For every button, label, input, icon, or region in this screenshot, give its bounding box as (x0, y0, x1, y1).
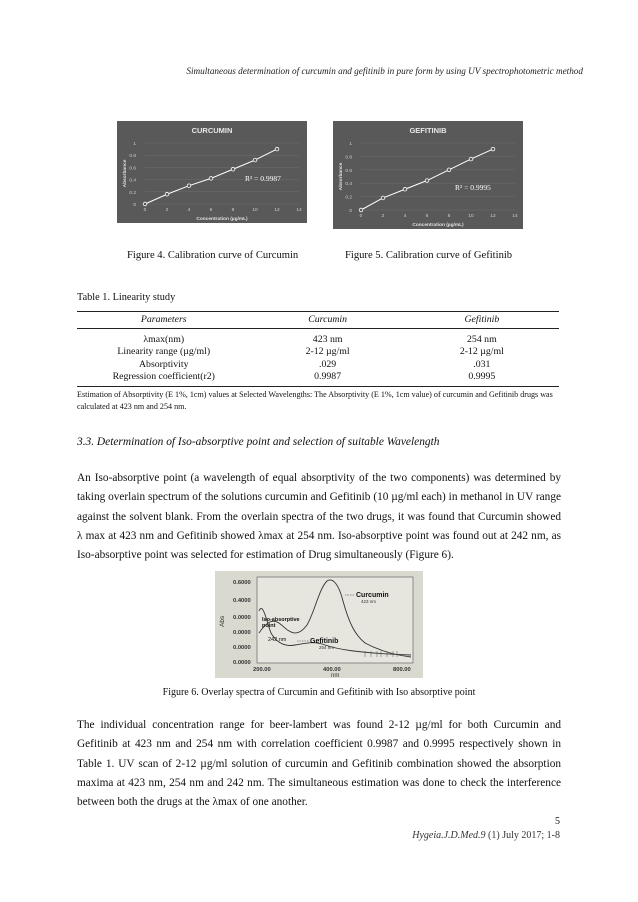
table-header-cell: Parameters (77, 312, 251, 329)
spectrum-x-tick: 800.00 (393, 667, 411, 673)
chart-y-tick: 0.8 (129, 154, 136, 160)
chart-x-tick: 0 (143, 208, 147, 213)
curcumin-label: Curcumin (356, 592, 389, 599)
table-cell: 423 nm (312, 334, 343, 345)
chart-title: CURCUMIN (191, 126, 233, 135)
table-row (77, 345, 559, 357)
chart-y-tick: 0.6 (345, 168, 352, 174)
section-heading: 3.3. Determination of Iso-absorptive point and selection of suitable Wavelength (77, 436, 440, 448)
body-paragraph: An Iso-absorptive point (a wavelength of equal absorptivity of the two components) was determined by taking overlain spectrum of the solutions curcumin and Gefitinib (10 µg/ml each) in methanol in UV range against the solvent blank. From the overlain spectra of the two drugs, it was found that Curcumin showed λ max at 423 nm and Gefitinib showed λmax at 254 nm. Iso-absorptive point was found out at 242 nm, as Iso-absorptive point was selected for estimation of Drug simultaneously (Figure 6). (77, 472, 561, 562)
chart-r-squared: R² = 0.9995 (455, 183, 491, 192)
chart-y-tick: 0.8 (345, 155, 352, 161)
chart-x-label: Concentration (µg/mL) (196, 217, 248, 222)
table-cell: 0.9995 (405, 370, 559, 386)
chart-r-squared: R² = 0.9987 (245, 174, 281, 183)
chart-data-point (359, 208, 363, 212)
linearity-table (77, 311, 559, 387)
spectrum-x-label: nm (331, 673, 340, 678)
gefitinib-nm-label: 254 nm (319, 645, 335, 650)
table-cell: 2-12 µg/ml (305, 346, 350, 358)
chart-data-point (209, 177, 213, 181)
table-cell: 254 nm (467, 334, 497, 345)
chart-x-tick: 10 (252, 208, 258, 213)
chart-data-point (165, 192, 169, 196)
chart-data-point (381, 196, 385, 200)
spectrum-y-tick: 0.0000 (233, 645, 251, 651)
chart-x-tick: 6 (209, 208, 213, 213)
chart-y-tick: 0 (133, 203, 136, 208)
chart-y-tick: 0.4 (129, 178, 136, 184)
figure-5-caption: Figure 5. Calibration curve of Gefitinib (345, 250, 513, 261)
figure-6-caption: Figure 6. Overlay spectra of Curcumin and Gefitinib with Iso absorptive point (162, 687, 476, 698)
chart-data-point (491, 147, 495, 151)
table-cell: .029 (319, 358, 337, 370)
overlay-spectra-svg (215, 571, 423, 678)
overlay-spectra-figure (215, 571, 423, 678)
footer-issue: (1) July 2017; 1-8 (488, 830, 560, 841)
chart-x-tick: 12 (274, 208, 280, 213)
table-note: Estimation of Absorptivity (E 1%, 1cm) values at Selected Wavelengths: The Absorptivity (E 1%, 1cm value) of curcumin and Gefitinib drugs was calculated at 423 nm and 254 nm. (77, 390, 553, 411)
table-cell: Absorptivity (138, 358, 189, 370)
chart-x-tick: 0 (359, 214, 363, 219)
curcumin-nm-label: 423 nm (361, 599, 377, 604)
table-cell: 2-12 µg/ml (459, 346, 504, 358)
chart-y-tick: 0 (349, 209, 352, 214)
chart-x-tick: 4 (187, 208, 191, 213)
table-row (77, 370, 559, 386)
chart-data-point (187, 184, 191, 188)
running-header: Simultaneous determination of curcumin and gefitinib in pure form by using UV spectrophotometric method (186, 66, 583, 76)
table-cell: .031 (473, 358, 491, 370)
chart-x-tick: 14 (296, 208, 302, 213)
table-header-cell: Curcumin (251, 312, 405, 329)
table-cell: λmax(nm) (143, 334, 185, 345)
spectrum-y-tick: 0.4000 (233, 598, 251, 604)
table-title: Table 1. Linearity study (77, 292, 176, 303)
chart-data-point (403, 187, 407, 191)
spectrum-y-label: Abs (219, 615, 226, 627)
iso-label: Iso-absorptive (262, 617, 300, 623)
chart-x-tick: 8 (231, 208, 235, 213)
table-header-cell: Gefitinib (405, 312, 559, 329)
chart-x-tick: 2 (381, 214, 385, 219)
curcumin-chart (117, 121, 307, 223)
chart-x-tick: 4 (403, 214, 407, 219)
chart-data-point (469, 157, 473, 161)
chart-data-point (425, 179, 429, 183)
chart-data-point (447, 168, 451, 172)
chart-data-point (253, 158, 257, 162)
chart-y-tick: 0.2 (345, 195, 352, 201)
chart-y-tick: 0.6 (129, 166, 136, 172)
page-number: 5 (555, 816, 560, 827)
chart-x-tick: 8 (447, 214, 451, 219)
chart-y-label: Absorbance (339, 162, 344, 191)
chart-data-point (143, 202, 147, 206)
chart-x-tick: 6 (425, 214, 429, 219)
gefitinib-chart (333, 121, 523, 229)
spectrum-y-tick: 0.0000 (233, 615, 251, 621)
chart-y-tick: 1 (349, 142, 352, 147)
footer-journal: Hygeia.J.D.Med.9 (412, 830, 486, 841)
chart-y-label: Absorbance (123, 159, 128, 188)
table-cell: Linearity range (µg/ml) (117, 346, 211, 358)
iso-label-line2: point (262, 623, 276, 629)
iso-nm-label: 242 nm (268, 637, 287, 643)
body-paragraph: The individual concentration range for beer-lambert was found 2-12 µg/ml for both Curcumin and Gefitinib at 423 nm and 254 nm with correlation coefficient 0.9987 and 0.9995 respectively shown in Table 1. UV scan of 2-12 µg/ml solution of curcumin and Gefitinib combination showed the absorption maxima at 423 nm, 254 nm and 242 nm. The simultaneous estimation was done to check the interference between both the drugs at the λmax of one another. (77, 719, 561, 809)
chart-data-point (231, 167, 235, 171)
curcumin-chart-svg (117, 121, 307, 223)
spectrum-y-tick: 0.0000 (233, 630, 251, 636)
chart-y-tick: 0.2 (129, 190, 136, 196)
chart-x-label: Concentration (µg/mL) (412, 223, 464, 228)
chart-y-tick: 0.4 (345, 182, 352, 188)
spectrum-y-tick: 0.6000 (233, 580, 251, 586)
table-cell: Regression coefficient(r2) (77, 370, 251, 386)
chart-y-tick: 1 (133, 142, 136, 147)
chart-title: GEFITINIB (409, 126, 447, 135)
footer-citation (0, 830, 560, 841)
spectrum-x-tick: 400.00 (323, 667, 341, 673)
gefitinib-label: Gefitinib (310, 638, 339, 645)
gefitinib-chart-svg (333, 121, 523, 229)
spectrum-y-tick: 0.0000 (233, 660, 251, 666)
chart-x-tick: 10 (468, 214, 474, 219)
table-cell: 0.9987 (251, 370, 405, 386)
table-row (77, 358, 559, 370)
chart-x-tick: 12 (490, 214, 496, 219)
figure-4-caption: Figure 4. Calibration curve of Curcumin (127, 250, 299, 261)
chart-x-tick: 2 (165, 208, 169, 213)
chart-data-point (275, 147, 279, 151)
table-row (77, 329, 559, 346)
table-header-row (77, 312, 559, 329)
spectrum-x-tick: 200.00 (253, 667, 271, 673)
chart-x-tick: 14 (512, 214, 518, 219)
